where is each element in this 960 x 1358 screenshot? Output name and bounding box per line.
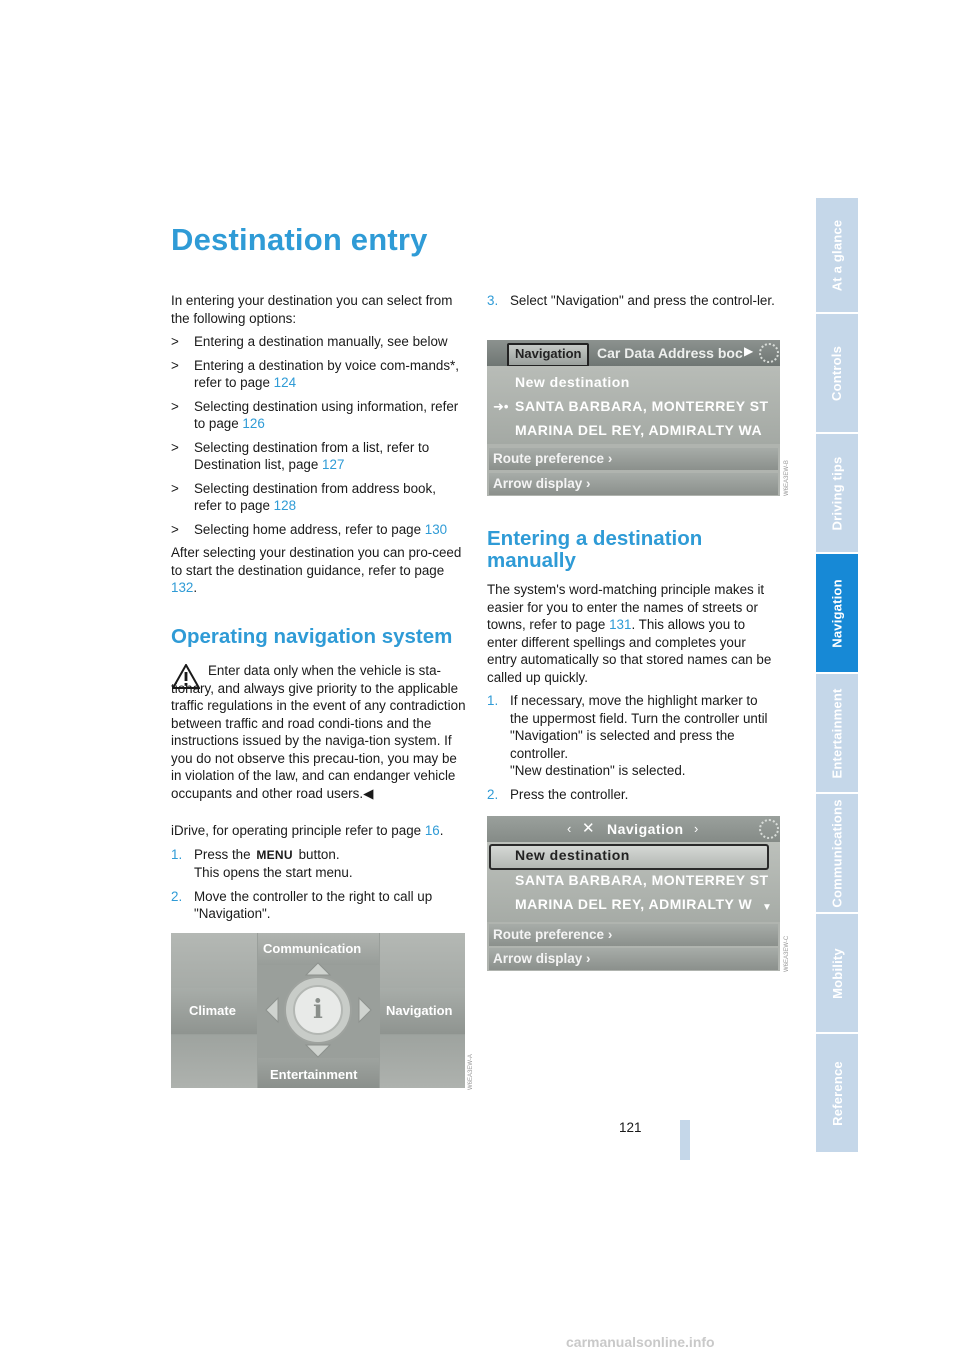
chapter-tab-at-a-glance[interactable]: [816, 198, 858, 312]
chevron-left-icon: ‹: [567, 821, 572, 836]
chevron-right-icon: ›: [586, 476, 591, 491]
page-number: 121: [619, 1120, 642, 1135]
chapter-tab-label: Driving tips: [829, 456, 845, 530]
chapter-tab-label: Entertainment: [829, 687, 845, 779]
screenshot-navigation-menu: [487, 340, 780, 496]
left-column: [171, 292, 466, 603]
info-icon: i: [313, 995, 323, 1025]
word-matching-text: The system's word-matching principle makes it easier for you to enter the names of streets or towns, refer to page 131. This allows you to enter different spellings and completes your entry automatically so that stored names can be called up quickly.: [487, 582, 772, 685]
route-arrow-icon: ➜•: [493, 399, 509, 414]
step-3-block: [487, 292, 779, 316]
chevron-right-icon: ›: [586, 951, 591, 966]
chapter-tab-mobility[interactable]: [816, 914, 858, 1032]
chevron-right-icon: ›: [694, 821, 699, 836]
bullet-marker-icon: >: [171, 398, 179, 414]
page-link[interactable]: 127: [322, 457, 345, 472]
page-link[interactable]: 16: [424, 823, 440, 838]
chapter-tab-label: At a glance: [829, 219, 845, 291]
chapter-tab-label: Reference: [829, 1060, 845, 1126]
step-2: 2. Move the controller to the right to call up "Navigation".: [171, 888, 433, 921]
steps-left: [171, 822, 466, 929]
option-item: > Entering a destination by voice com-mands*, refer to page 124: [171, 357, 459, 390]
chapter-tab-label: Navigation: [829, 578, 845, 648]
bar-arrow-display: Arrow display ›: [489, 473, 778, 495]
option-item: > Selecting home address, refer to page 130: [171, 521, 448, 537]
bar-route-preference: Route preference ›: [489, 448, 778, 470]
page-marker: [680, 1120, 690, 1160]
manual-step-1: 1. If necessary, move the highlight marker to the uppermost field. Turn the controller until "Navigation" is selected and press the controller. "New destination" is selected.: [487, 693, 768, 778]
tab-navigation: Navigation: [515, 346, 582, 361]
warning-block: [171, 662, 466, 802]
page-link[interactable]: 131: [609, 617, 632, 632]
option-item: > Selecting destination from address book, refer to page 128: [171, 480, 436, 513]
row-new-destination: New destination: [515, 374, 630, 390]
chapter-tab-label: Mobility: [829, 947, 845, 999]
menu-button-icon: MENU: [256, 847, 293, 862]
scroll-icon: [759, 819, 779, 839]
menu-item-communication: Communication: [263, 941, 362, 956]
page-link[interactable]: 130: [424, 521, 448, 537]
page-title: Destination entry: [171, 222, 428, 257]
chapter-tab-driving-tips[interactable]: [816, 434, 858, 552]
row-marina-del-rey: MARINA DEL REY, ADMIRALTY WA: [515, 422, 763, 438]
scroll-icon: [759, 343, 779, 363]
chapter-tab-communications[interactable]: [816, 794, 858, 912]
chevron-right-icon: ›: [607, 451, 613, 466]
page-link[interactable]: 126: [242, 416, 265, 431]
menu-item-navigation: Navigation: [386, 1003, 453, 1018]
page-link[interactable]: 128: [273, 498, 297, 513]
watermark: carmanualsonline.info: [566, 1334, 715, 1350]
option-item: > Selecting destination from a list, refer to Destination list, page 127: [171, 439, 430, 472]
row-santa-barbara: SANTA BARBARA, MONTERREY ST: [515, 398, 769, 414]
row-santa-barbara: SANTA BARBARA, MONTERREY ST: [515, 872, 769, 888]
manual-step-2: 2. Press the controller.: [487, 786, 629, 802]
option-item: > Entering a destination manually, see below: [171, 334, 448, 349]
bullet-marker-icon: >: [171, 439, 179, 455]
screen-header: Navigation: [607, 821, 684, 837]
chevron-right-icon: ▶: [744, 344, 754, 358]
bullet-marker-icon: >: [171, 334, 179, 349]
page-link[interactable]: 132: [171, 580, 194, 595]
menu-item-entertainment: Entertainment: [270, 1067, 358, 1082]
menu-item-climate: Climate: [189, 1003, 236, 1018]
bullet-marker-icon: >: [171, 521, 179, 537]
row-marina-del-rey: MARINA DEL REY, ADMIRALTY W: [515, 896, 753, 912]
section-heading-manual-entry: Entering a destination manually: [487, 527, 703, 572]
after-select-text: After selecting your destination you can pro-ceed to start the destination guidance, refer to page 132.: [171, 545, 462, 595]
step-1: 1. Press the MENU button. This opens the start menu.: [171, 846, 353, 880]
page-link[interactable]: 124: [273, 375, 297, 390]
chapter-tab-label: Communications: [829, 798, 845, 908]
navigation-icon: ✕: [582, 820, 595, 837]
chapter-tab-reference[interactable]: [816, 1034, 858, 1152]
chapter-tab-navigation[interactable]: [816, 554, 858, 672]
screenshot-new-destination: [487, 816, 780, 971]
chapter-tab-label: Controls: [829, 345, 845, 401]
row-new-destination-selected: New destination: [515, 847, 630, 863]
tabs-other: Car Data Address boc: [597, 345, 743, 361]
intro-text: In entering your destination you can select from the following options:: [171, 293, 453, 326]
options-list: [171, 333, 466, 538]
section-heading-operating: Operating navigation system: [171, 625, 453, 648]
right-column-text: [487, 581, 779, 809]
screenshot-start-menu: [171, 933, 465, 1088]
option-item: > Selecting destination using information, refer to page 126: [171, 398, 459, 431]
chevron-right-icon: ›: [607, 927, 613, 942]
bar-route-preference: Route preference ›: [489, 924, 778, 946]
idrive-text: iDrive, for operating principle refer to page 16.: [171, 823, 444, 838]
chapter-tabs: [816, 198, 858, 1160]
warning-text: Enter data only when the vehicle is sta-tionary, and always give priority to the applicable traffic regulations in the event of any contradiction between traffic and road condi-tions and the instructions issued by the naviga-tion system. If you do not observe this precau-tion, you may be in violation of the law, and can endanger vehicle occupants and other road users.◀: [171, 663, 466, 801]
chapter-tab-controls[interactable]: [816, 314, 858, 432]
bar-arrow-display: Arrow display ›: [489, 948, 778, 970]
step-3: 3. Select "Navigation" and press the control-ler.: [487, 293, 775, 308]
chevron-down-icon: ▼: [762, 902, 772, 913]
bullet-marker-icon: >: [171, 357, 179, 373]
bullet-marker-icon: >: [171, 480, 179, 496]
chapter-tab-entertainment[interactable]: [816, 674, 858, 792]
